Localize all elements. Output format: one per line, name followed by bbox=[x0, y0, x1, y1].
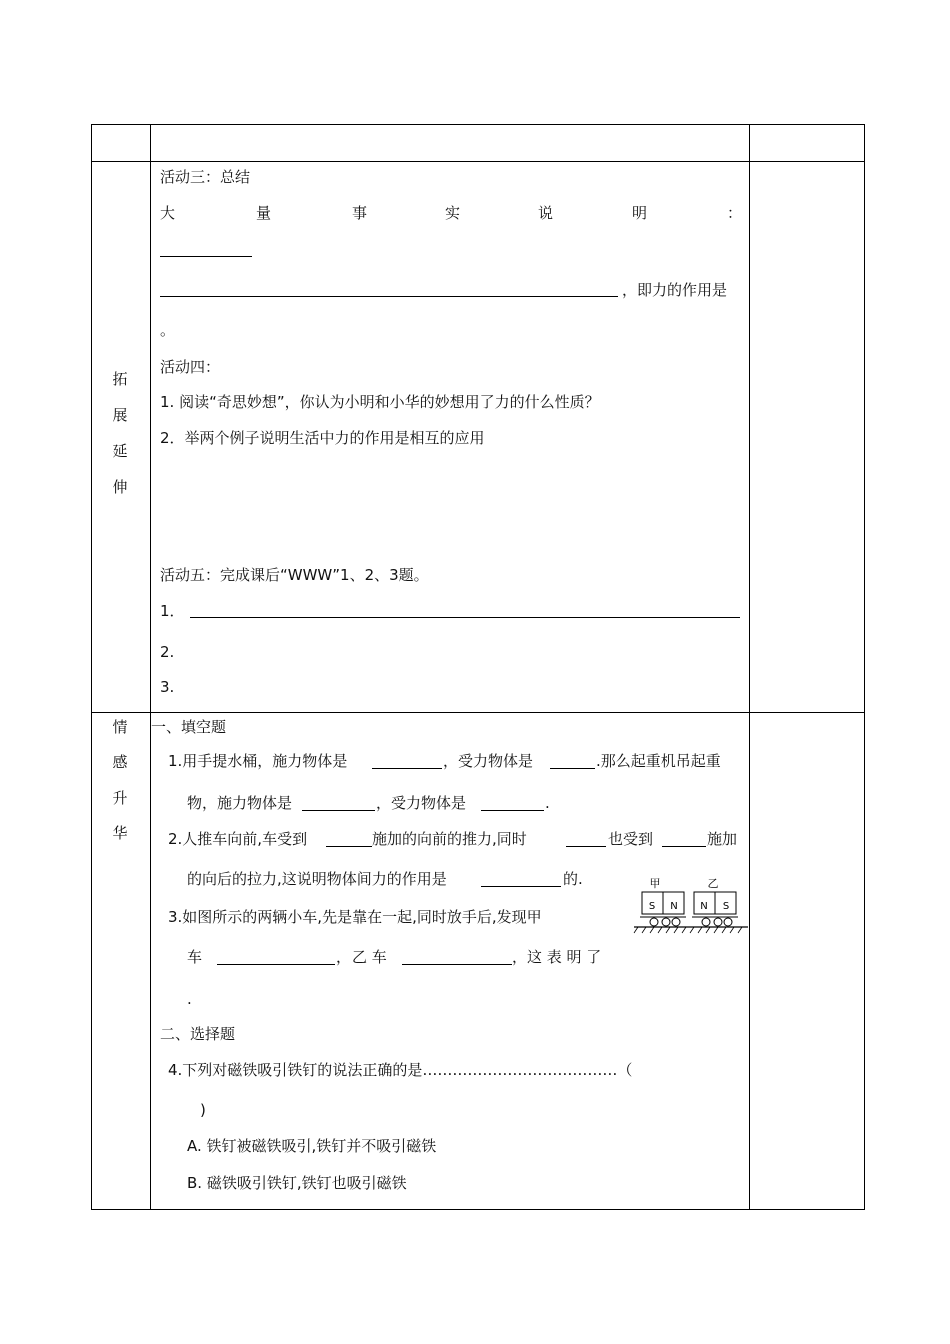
question-text: 的向后的拉力,这说明物体间力的作用是 bbox=[187, 870, 447, 888]
question-text: 施加的向前的推力,同时 bbox=[372, 830, 527, 848]
question-text: ，受力物体是 bbox=[376, 794, 467, 812]
section-label-char: 拓 bbox=[112, 370, 128, 388]
spread-char: 说 bbox=[538, 204, 554, 222]
question-text: 3.如图所示的两辆小车,先是靠在一起,同时放手后,发现甲 bbox=[168, 908, 542, 926]
choice-heading: 二、选择题 bbox=[160, 1025, 236, 1043]
cart-label-yi: 乙 bbox=[707, 877, 719, 890]
wheel bbox=[702, 918, 710, 926]
wheel bbox=[650, 918, 658, 926]
activity4-question-2: 2．举两个例子说明生活中力的作用是相互的应用 bbox=[160, 429, 485, 447]
option-b[interactable]: B. 磁铁吸引铁钉,铁钉也吸引磁铁 bbox=[187, 1174, 407, 1192]
column-divider bbox=[749, 125, 750, 1209]
question-text: 车 bbox=[187, 948, 203, 966]
section-label-char: 华 bbox=[112, 824, 128, 842]
row-divider bbox=[92, 161, 864, 162]
answer-blank[interactable] bbox=[372, 768, 442, 769]
column-divider bbox=[150, 125, 151, 1209]
activity4-title: 活动四： bbox=[160, 358, 221, 376]
wheel bbox=[672, 918, 680, 926]
spread-char: 实 bbox=[445, 204, 461, 222]
question-text: 2.人推车向前,车受到 bbox=[168, 830, 308, 848]
ground-hatching bbox=[634, 927, 742, 933]
activity5-number-3: 3. bbox=[160, 678, 175, 696]
cart-label-jia: 甲 bbox=[649, 877, 661, 890]
magnet-carts-figure bbox=[632, 874, 752, 940]
spread-char: 大 bbox=[160, 204, 176, 222]
spread-char: ： bbox=[727, 204, 743, 222]
activity5-number-2: 2. bbox=[160, 643, 175, 661]
question-text: 物，施力物体是 bbox=[187, 794, 293, 812]
answer-blank[interactable] bbox=[481, 810, 544, 811]
wheel bbox=[724, 918, 732, 926]
activity5-number-1: 1． bbox=[160, 602, 185, 620]
answer-blank[interactable] bbox=[217, 964, 335, 965]
option-a[interactable]: A. 铁钉被磁铁吸引,铁钉并不吸引磁铁 bbox=[187, 1137, 437, 1155]
spread-char: 明 bbox=[632, 204, 648, 222]
activity4-question-1: 1. 阅读“奇思妙想”，你认为小明和小华的妙想用了力的什么性质？ bbox=[160, 393, 600, 411]
spread-char: 量 bbox=[256, 204, 272, 222]
answer-blank[interactable] bbox=[566, 846, 606, 847]
answer-blank[interactable] bbox=[160, 296, 618, 297]
magnet-pole: N bbox=[700, 901, 708, 912]
spread-char: 事 bbox=[352, 204, 368, 222]
activity3-title: 活动三：总结 bbox=[160, 168, 251, 186]
activity3-line3: 。 bbox=[160, 321, 176, 339]
question-4-paren: ) bbox=[200, 1101, 206, 1119]
wheel bbox=[662, 918, 670, 926]
wheel bbox=[714, 918, 722, 926]
magnet-pole: N bbox=[670, 901, 678, 912]
answer-blank[interactable] bbox=[302, 810, 375, 811]
answer-blank[interactable] bbox=[402, 964, 512, 965]
section-label-char: 展 bbox=[112, 406, 128, 424]
section-label-char: 升 bbox=[112, 789, 128, 807]
section-label-char: 感 bbox=[112, 753, 128, 771]
question-text: 1.用手提水桶，施力物体是 bbox=[168, 752, 348, 770]
question-text: . bbox=[187, 990, 192, 1008]
section-label-char: 延 bbox=[112, 442, 128, 460]
answer-blank[interactable] bbox=[481, 886, 561, 887]
question-text: 乙 车 bbox=[352, 948, 387, 966]
answer-blank[interactable] bbox=[550, 768, 595, 769]
question-text: 也受到 bbox=[608, 830, 654, 848]
question-4: 4.下列对磁铁吸引铁钉的说法正确的是…………………………………（ bbox=[168, 1061, 633, 1079]
row-divider bbox=[92, 712, 864, 713]
answer-blank[interactable] bbox=[326, 846, 372, 847]
lesson-table bbox=[91, 124, 865, 1210]
magnet-pole: S bbox=[648, 901, 656, 912]
answer-blank[interactable] bbox=[160, 256, 252, 257]
section-label-char: 伸 bbox=[112, 478, 128, 496]
question-text: 施加 bbox=[707, 830, 738, 848]
answer-blank[interactable] bbox=[190, 617, 740, 618]
question-text: ， bbox=[336, 948, 352, 966]
magnet-pole: S bbox=[722, 901, 730, 912]
section-label-char: 情 bbox=[112, 718, 128, 736]
question-text: ，受力物体是 bbox=[443, 752, 534, 770]
question-text: 的. bbox=[563, 870, 583, 888]
question-text: ，这 表 明 了 bbox=[512, 948, 602, 966]
activity5-title: 活动五：完成课后“WWW”1、2、3题。 bbox=[160, 566, 429, 584]
fill-blank-heading: 一、填空题 bbox=[151, 718, 227, 736]
answer-blank[interactable] bbox=[662, 846, 706, 847]
question-text: .那么起重机吊起重 bbox=[596, 752, 721, 770]
question-text: . bbox=[545, 794, 550, 812]
activity3-line2-suffix: ，即力的作用是 bbox=[622, 281, 728, 299]
